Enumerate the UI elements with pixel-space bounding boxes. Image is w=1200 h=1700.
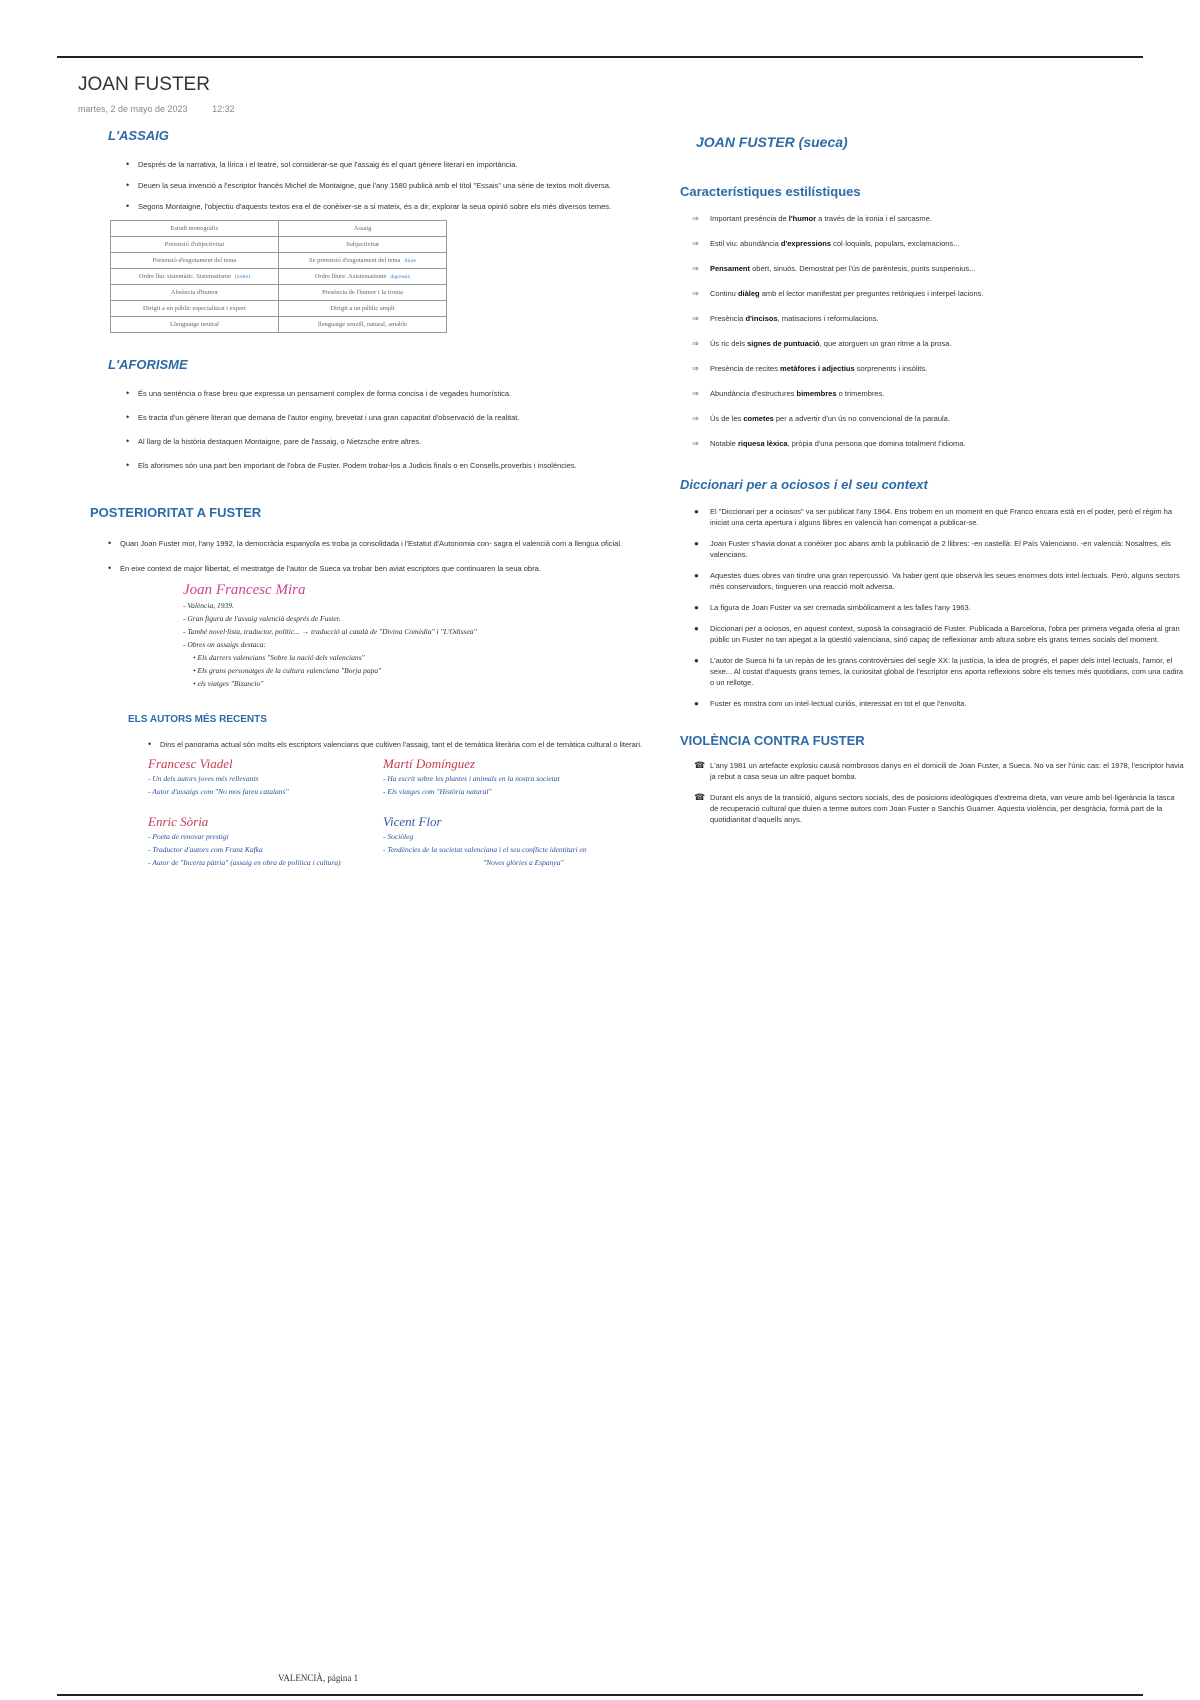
list-item: ⇒ Ús de les cometes per a advertir d'un ús no convencional de la paraula. — [692, 413, 1172, 424]
caracteristiques-list — [692, 213, 1172, 449]
author-soria — [148, 814, 378, 869]
assaig-list — [126, 159, 666, 212]
list-item: • Dins el panorama actual són molts els escriptors valencians que cultiven l'assaig, tant el de temàtica literària com el de temàtica cultural o literari. — [148, 739, 648, 750]
list-item: ● El "Diccionari per a ociosos" va ser publicat l'any 1964. Ens trobem en un moment en què Franco encara està en el poder, però el règim ha iniciat una certa apertura i alguns llibres en valencià han començat a publicar-se. — [694, 506, 1184, 528]
list-item: ⇒ Presència d'incisos, matisacions i reformulacions. — [692, 313, 1172, 324]
table-row: Absència d'humor Presència de l'humor i la ironia — [111, 285, 447, 301]
handwritten-line: - Gran figura de l'assaig valencià després de Fuster. — [183, 614, 341, 623]
list-item: ● La figura de Joan Fuster va ser cremada simbòlicament a les falles l'any 1963. — [694, 602, 1184, 613]
list-item: • Quan Joan Fuster mor, l'any 1992, la democràcia espanyola es troba ja consolidada i l'Estatut d'Autonomia con- sagra el valencià com a llengua oficial. — [108, 538, 628, 549]
handwritten-line: - També novel·lista, traductor, polític... → traducció al català de "Divina Comèdia" i "L'Odissea" — [183, 627, 477, 636]
handwritten-line: - Ha escrit sobre les plantes i animals en la nostra societat — [383, 774, 560, 783]
list-item: ⇒ Notable riquesa lèxica, pròpia d'una persona que domina totalment l'idioma. — [692, 438, 1172, 449]
handwritten-title: Vicent Flor — [383, 814, 442, 829]
handwritten-line: "Noves glòries a Espanya" — [483, 858, 564, 867]
page-date — [78, 104, 257, 114]
handwritten-line: • Els darrers valencians "Sobre la nació dels valencians" — [193, 653, 365, 662]
handwritten-line: - Obres on assaigs destaca: — [183, 640, 267, 649]
posterioritat-list — [108, 538, 628, 574]
list-item: ⇒ Important presència de l'humor a través de la ironia i el sarcasme. — [692, 213, 1172, 224]
handwritten-line: • els viatges "Bizancio" — [193, 679, 264, 688]
handwritten-title: Enric Sòria — [148, 814, 209, 829]
posterioritat-heading: POSTERIORITAT A FUSTER — [90, 505, 262, 520]
diccionari-heading: Diccionari per a ociosos i el seu context — [680, 477, 928, 492]
bottom-rule — [57, 1694, 1143, 1696]
table-row: Ordre lluc sistemàtic. Sistematisme (ordre) Ordre lliure. Asistematisme digressió — [111, 269, 447, 285]
table-row: Pretensió d'objectivitat Subjectivitat — [111, 237, 447, 253]
top-rule — [57, 56, 1143, 58]
list-item: ☎ L'any 1981 un artefacte explosiu causà nombrosos danys en el domicili de Joan Fuster, a Sueca. No va ser l'únic cas: el 1978, l'escriptor havia ja rebut a casa seua un altre paquet bomba. — [694, 760, 1184, 782]
list-item: ☎ Durant els anys de la transició, alguns sectors socials, des de posicions ideològiques d'extrema dreta, van veure amb bel·ligerància la tasca de recuperació cultural que duien a terme autors com Joan Fuster o Sanchis Guarner. Aquesta violència, per desgràcia, formà part de la quotidianitat d'aquells anys. — [694, 792, 1184, 825]
list-item: ● Diccionari per a ociosos, en aquest context, suposà la consagració de Fuster. Publicada a Barcelona, l'obra per primera vegada oferia al gran públic un Fuster no tan apegat a la qüestió valenciana, sinó capaç de reflexionar amb altura sobre els grans temes socials del moment. — [694, 623, 1184, 645]
list-item: • Després de la narrativa, la lírica i el teatre, sol considerar-se que l'assaig és el quart gènere literari en importància. — [126, 159, 666, 170]
handwritten-line: - Sociòleg — [383, 832, 414, 841]
table-annotation: digressió — [390, 274, 411, 280]
list-item: ⇒ Pensament obert, sinuós. Demostrat per l'ús de parèntesis, punts suspensius... — [692, 263, 1172, 274]
author-dominguez — [383, 756, 643, 798]
handwritten-line: - Autor de "Incerta pàtria" (assaig en obra de política i cultura) — [148, 858, 341, 867]
handwritten-line: - Els viatges com "Història natural" — [383, 787, 492, 796]
page-footer: VALENCIÀ, página 1 — [278, 1673, 359, 1683]
handwritten-line: • Els grans personatges de la cultura valenciana "Borja papa" — [193, 666, 382, 675]
handwritten-title: Francesc Viadel — [148, 756, 233, 771]
author-flor — [383, 814, 643, 869]
list-item: • Els aforismes són una part ben important de l'obra de Fuster. Podem trobar-los a Judicis finals o en Consells,proverbis i insolències. — [126, 460, 681, 471]
handwritten-authors — [148, 756, 668, 886]
list-item: ⇒ Continu diàleg amb el lector manifestat per preguntes retòriques i interpel·lacions. — [692, 288, 1172, 299]
page-title: JOAN FUSTER — [78, 74, 210, 95]
diccionari-list — [694, 506, 1184, 709]
table-header: Estudi monogràfic — [111, 221, 279, 237]
table-annotation: (ordre) — [234, 274, 251, 280]
left-column — [78, 128, 668, 886]
fuster-title: JOAN FUSTER (sueca) — [696, 134, 848, 150]
list-item: • Al llarg de la història destaquen Montaigne, pare de l'assaig, o Nietzsche entre altres. — [126, 436, 681, 447]
list-item: • Segons Montaigne, l'objectiu d'aquests textos era el de conèixer-se a si mateix, és a dir, explorar la seua opinió sobre els més diversos temes. — [126, 201, 666, 212]
handwritten-note-mira — [183, 582, 668, 690]
table-row: Llenguatge neutral llenguatge senzill, natural, amable — [111, 317, 447, 333]
list-item: • Deuen la seua invenció a l'escriptor francès Michel de Montaigne, que l'any 1580 publicà amb el títol "Essais" una sèrie de textos molt diversa. — [126, 180, 666, 191]
date-text: martes, 2 de mayo de 2023 — [78, 104, 188, 114]
list-item: ⇒ Estil viu: abundància d'expressions col·loquials, populars, exclamacions... — [692, 238, 1172, 249]
table-annotation: lliure — [404, 258, 417, 264]
list-item: ⇒ Presència de recites metàfores i adjectius sorprenents i insòlits. — [692, 363, 1172, 374]
list-item: ● Fuster es mostra com un intel·lectual curiós, interessat en tot el que l'envolta. — [694, 698, 1184, 709]
violencia-list — [694, 760, 1184, 825]
aforisme-list — [126, 388, 681, 471]
handwritten-line: - València, 1939. — [183, 601, 234, 610]
table-row: Pretensió d'esgotament del tema Se pretensió d'esgotament del tema lliure — [111, 253, 447, 269]
assaig-comparison-table — [110, 220, 447, 333]
list-item: ⇒ Ús ric dels signes de puntuació, que atorguen un gran ritme a la prosa. — [692, 338, 1172, 349]
list-item: ⇒ Abundància d'estructures bimembres o trimembres. — [692, 388, 1172, 399]
handwritten-line: - Un dels autors joves més rellevants — [148, 774, 259, 783]
table-row: Dirigit a un públic especialitzat i expert Dirigit a un públic ampli — [111, 301, 447, 317]
author-viadel — [148, 756, 378, 798]
violencia-heading: VIOLÈNCIA CONTRA FUSTER — [680, 733, 865, 748]
right-column — [680, 128, 1192, 835]
handwritten-title: Joan Francesc Mira — [183, 582, 306, 598]
list-item: • En eixe context de major llibertat, el mestratge de l'autor de Sueca va trobar ben aviat escriptors que continuaren la seua obra. — [108, 563, 628, 574]
list-item: • Es tracta d'un gènere literari que demana de l'autor enginy, brevetat i una gran capacitat d'observació de la realitat. — [126, 412, 681, 423]
handwritten-line: - Autor d'assaigs com "No mos fareu catalans" — [148, 787, 289, 796]
list-item: ● Joan Fuster s'havia donat a conèixer poc abans amb la publicació de 2 llibres: -en castellà: El País Valenciano. -en valencià: Nosaltres, els valencians. — [694, 538, 1184, 560]
time-text: 12:32 — [212, 104, 235, 114]
table-header: Assaig — [279, 221, 447, 237]
handwritten-line: - Poeta de renovar prestigi — [148, 832, 229, 841]
handwritten-line: - Tendències de la societat valenciana i el seu conflicte identitari en — [383, 845, 587, 854]
caracteristiques-heading: Característiques estilístiques — [680, 184, 861, 199]
autors-list — [148, 739, 648, 750]
list-item: ● Aquestes dues obres van tindre una gran repercussió. Va haber gent que observà les seues enormes dots intel·lectuals. Però, alguns sectors més conservadors, tingueren una reacció molt adversa. — [694, 570, 1184, 592]
assaig-heading: L'ASSAIG — [108, 128, 169, 143]
list-item: ● L'autor de Sueca hi fa un repàs de les grans controvèrsies del segle XX: la justícia, la idea de progrés, el paper dels intel·lectuals, l'amor, el sexe... Al costat d'aquests grans temes, la curiositat global de l'escriptor ens aporta reflexions sobre els temes més quotidians, com una cadira o un rellotge. — [694, 655, 1184, 688]
list-item: • És una sentència o frase breu que expressa un pensament complex de forma concisa i de vegades humorística. — [126, 388, 681, 399]
autors-heading: ELS AUTORS MÉS RECENTS — [128, 714, 267, 725]
aforisme-heading: L'AFORISME — [108, 357, 188, 372]
handwritten-line: - Traductor d'autors com Franz Kafka — [148, 845, 263, 854]
handwritten-title: Martí Domínguez — [383, 756, 476, 771]
